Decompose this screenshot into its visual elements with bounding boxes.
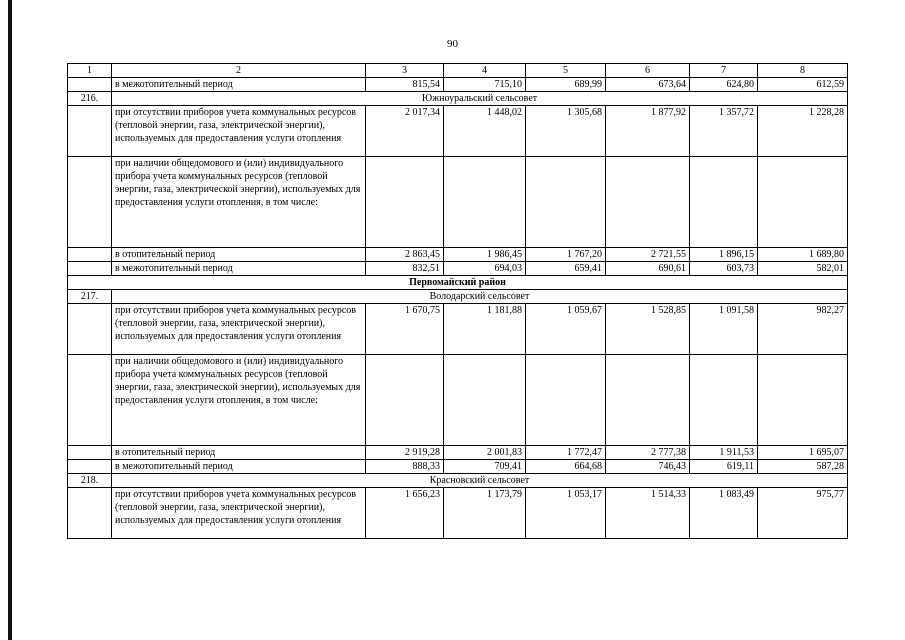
row-description: в межотопительный период [112,460,366,474]
value-cell: 694,03 [444,262,526,276]
value-cell: 612,59 [758,78,848,92]
value-cell [366,157,444,248]
section-title: Володарский сельсовет [112,290,848,304]
value-cell: 1 357,72 [690,106,758,157]
value-cell: 1 689,80 [758,248,848,262]
row-description: в отопительный период [112,446,366,460]
column-header: 6 [606,64,690,78]
row-index [68,355,112,446]
row-index [68,157,112,248]
column-header: 8 [758,64,848,78]
value-cell: 624,80 [690,78,758,92]
value-cell: 1 181,88 [444,304,526,355]
section-row [68,474,848,488]
value-cell: 2 017,34 [366,106,444,157]
value-cell [690,355,758,446]
section-row [68,290,848,304]
tariff-table [67,63,848,539]
value-cell: 2 919,28 [366,446,444,460]
value-cell: 673,64 [606,78,690,92]
value-cell: 587,28 [758,460,848,474]
value-cell: 709,41 [444,460,526,474]
value-cell: 1 091,58 [690,304,758,355]
value-cell [606,355,690,446]
row-index [68,248,112,262]
column-header: 1 [68,64,112,78]
page-number: 90 [447,38,458,50]
row-index [68,78,112,92]
value-cell: 982,27 [758,304,848,355]
value-cell: 975,77 [758,488,848,539]
value-cell: 1 986,45 [444,248,526,262]
district-title: Первомайский район [68,276,848,290]
value-cell [526,157,606,248]
value-cell: 1 053,17 [526,488,606,539]
value-cell [444,355,526,446]
row-index: 216. [68,92,112,106]
row-index [68,446,112,460]
value-cell [758,355,848,446]
table-row [68,355,848,446]
value-cell: 619,11 [690,460,758,474]
table-row [68,248,848,262]
row-index [68,304,112,355]
column-header: 3 [366,64,444,78]
table-body [68,64,848,539]
value-cell: 1 772,47 [526,446,606,460]
section-title: Красновский сельсовет [112,474,848,488]
column-header: 2 [112,64,366,78]
column-header: 7 [690,64,758,78]
row-index [68,106,112,157]
value-cell: 746,43 [606,460,690,474]
table-row [68,460,848,474]
table-row [68,106,848,157]
value-cell: 1 228,28 [758,106,848,157]
row-description: в межотопительный период [112,262,366,276]
value-cell: 1 528,85 [606,304,690,355]
value-cell: 664,68 [526,460,606,474]
column-header: 5 [526,64,606,78]
row-description: при наличии общедомового и (или) индивидуального прибора учета коммунальных ресурсов (тепловой энергии, газа, электрической энергии), используемых для предоставления услуги отопления, в том числе: [112,157,366,248]
value-cell: 1 448,02 [444,106,526,157]
value-cell [758,157,848,248]
header-row [68,64,848,78]
row-description: при отсутствии приборов учета коммунальных ресурсов (тепловой энергии, газа, электрической энергии), используемых для предоставления услуги отопления [112,304,366,355]
table-row [68,157,848,248]
value-cell: 1 767,20 [526,248,606,262]
section-title: Южноуральский сельсовет [112,92,848,106]
table-row [68,446,848,460]
value-cell: 1 877,92 [606,106,690,157]
row-description: при наличии общедомового и (или) индивидуального прибора учета коммунальных ресурсов (тепловой энергии, газа, электрической энергии), используемых для предоставления услуги отопления, в том числе: [112,355,366,446]
row-index [68,488,112,539]
value-cell [526,355,606,446]
row-description: при отсутствии приборов учета коммунальных ресурсов (тепловой энергии, газа, электрической энергии), используемых для предоставления услуги отопления [112,106,366,157]
section-row [68,92,848,106]
row-index [68,460,112,474]
value-cell: 1 173,79 [444,488,526,539]
value-cell: 832,51 [366,262,444,276]
value-cell: 603,73 [690,262,758,276]
value-cell: 715,10 [444,78,526,92]
value-cell [690,157,758,248]
value-cell: 2 863,45 [366,248,444,262]
value-cell: 1 911,53 [690,446,758,460]
value-cell: 582,01 [758,262,848,276]
table-row [68,78,848,92]
value-cell: 1 083,49 [690,488,758,539]
row-index: 217. [68,290,112,304]
value-cell: 690,61 [606,262,690,276]
value-cell: 1 670,75 [366,304,444,355]
value-cell: 888,33 [366,460,444,474]
value-cell: 2 721,55 [606,248,690,262]
table-row [68,262,848,276]
district-row [68,276,848,290]
value-cell: 1 656,23 [366,488,444,539]
value-cell: 1 514,33 [606,488,690,539]
value-cell [444,157,526,248]
value-cell: 815,54 [366,78,444,92]
table-row [68,304,848,355]
row-description: в межотопительный период [112,78,366,92]
value-cell: 1 896,15 [690,248,758,262]
row-index: 218. [68,474,112,488]
row-description: в отопительный период [112,248,366,262]
value-cell: 689,99 [526,78,606,92]
value-cell [366,355,444,446]
scan-edge [8,0,12,640]
value-cell: 1 305,68 [526,106,606,157]
value-cell: 1 059,67 [526,304,606,355]
table-row [68,488,848,539]
row-description: при отсутствии приборов учета коммунальных ресурсов (тепловой энергии, газа, электрической энергии), используемых для предоставления услуги отопления [112,488,366,539]
value-cell [606,157,690,248]
value-cell: 659,41 [526,262,606,276]
value-cell: 2 777,38 [606,446,690,460]
value-cell: 1 695,07 [758,446,848,460]
column-header: 4 [444,64,526,78]
value-cell: 2 001,83 [444,446,526,460]
row-index [68,262,112,276]
